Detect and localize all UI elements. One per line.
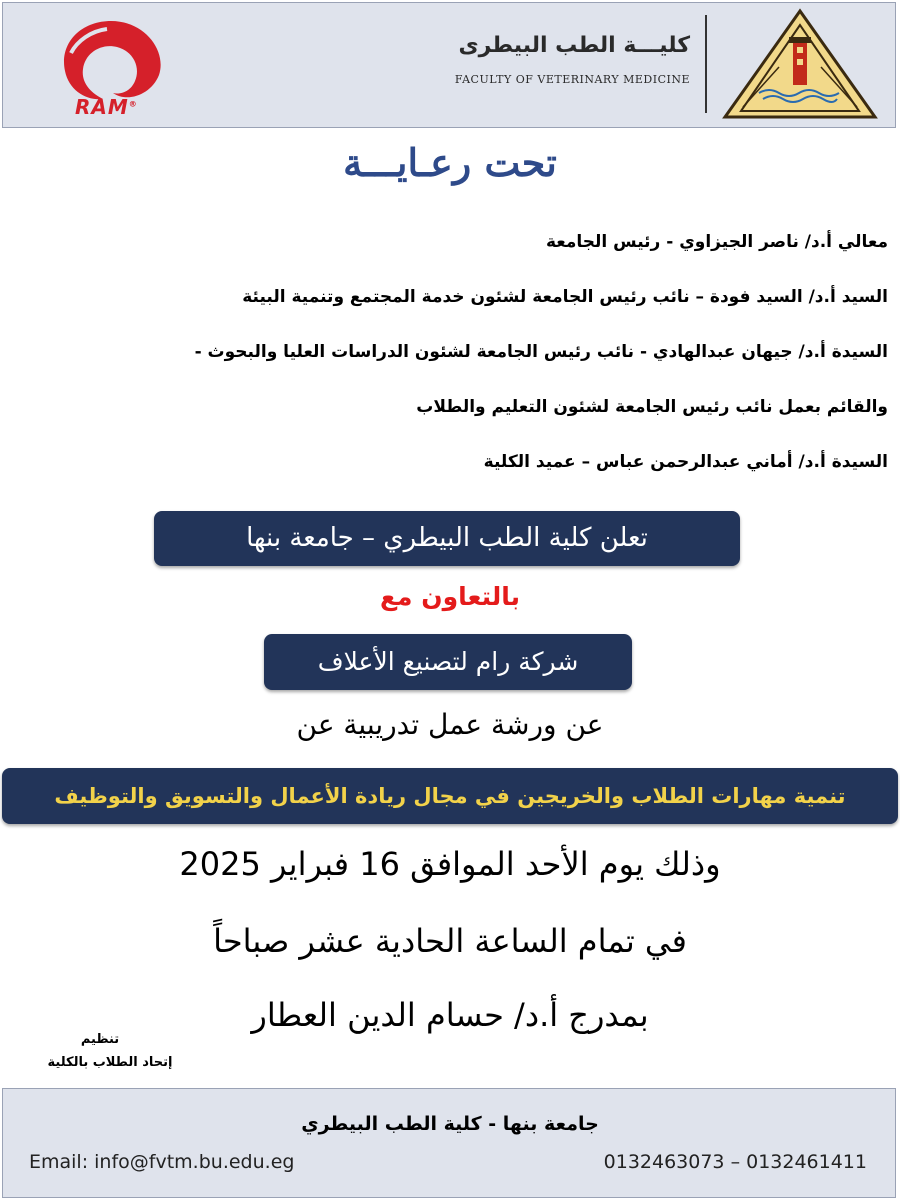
company-banner: شركة رام لتصنيع الأعلاف xyxy=(264,634,632,690)
ram-wordmark: RAM® xyxy=(75,95,138,119)
footer-title: جامعة بنها - كلية الطب البيطري xyxy=(301,1113,599,1135)
patron-line-4: والقائم بعمل نائب رئيس الجامعة لشئون التعليم والطلاب xyxy=(416,397,888,417)
faculty-name-english: FACULTY OF VETERINARY MEDICINE xyxy=(454,73,690,86)
header-divider xyxy=(705,15,707,113)
patron-line-1: معالي أ.د/ ناصر الجيزاوي - رئيس الجامعة xyxy=(545,232,888,252)
patron-line-5: السيدة أ.د/ أماني عبدالرحمن عباس – عميد الكلية xyxy=(483,452,888,472)
faculty-name-arabic: كليـــة الطب البيطرى xyxy=(458,33,690,58)
organizer-name: إتحاد الطلاب بالكلية xyxy=(47,1055,173,1070)
cooperation-label: بالتعاون مع xyxy=(379,582,520,611)
organizer-label: تنظيم xyxy=(80,1032,120,1047)
event-place: بمدرج أ.د/ حسام الدين العطار xyxy=(251,996,649,1034)
patron-line-3: السيدة أ.د/ جيهان عبدالهادي - نائب رئيس الجامعة لشئون الدراسات العليا والبحوث - xyxy=(194,342,888,362)
benha-university-seal-icon xyxy=(719,7,881,123)
footer-phone-numbers: 0132463073 – 0132461411 xyxy=(603,1151,867,1173)
event-date: وذلك يوم الأحد الموافق 16 فبراير 2025 xyxy=(179,845,721,883)
topic-banner: تنمية مهارات الطلاب والخريجين في مجال ريادة الأعمال والتسويق والتوظيف xyxy=(2,768,898,824)
announcer-banner: تعلن كلية الطب البيطري – جامعة بنها xyxy=(154,511,740,566)
footer-email-link[interactable]: Email: info@fvtm.bu.edu.eg xyxy=(29,1151,295,1173)
patronage-title: تحت رعـايـــة xyxy=(343,140,557,185)
event-time: في تمام الساعة الحادية عشر صباحاً xyxy=(213,922,687,960)
footer-banner xyxy=(2,1088,896,1198)
patron-line-2: السيد أ.د/ السيد فودة – نائب رئيس الجامعة لشئون خدمة المجتمع وتنمية البيئة xyxy=(242,287,888,307)
header-banner xyxy=(2,2,896,128)
workshop-line: عن ورشة عمل تدريبية عن xyxy=(296,708,604,741)
